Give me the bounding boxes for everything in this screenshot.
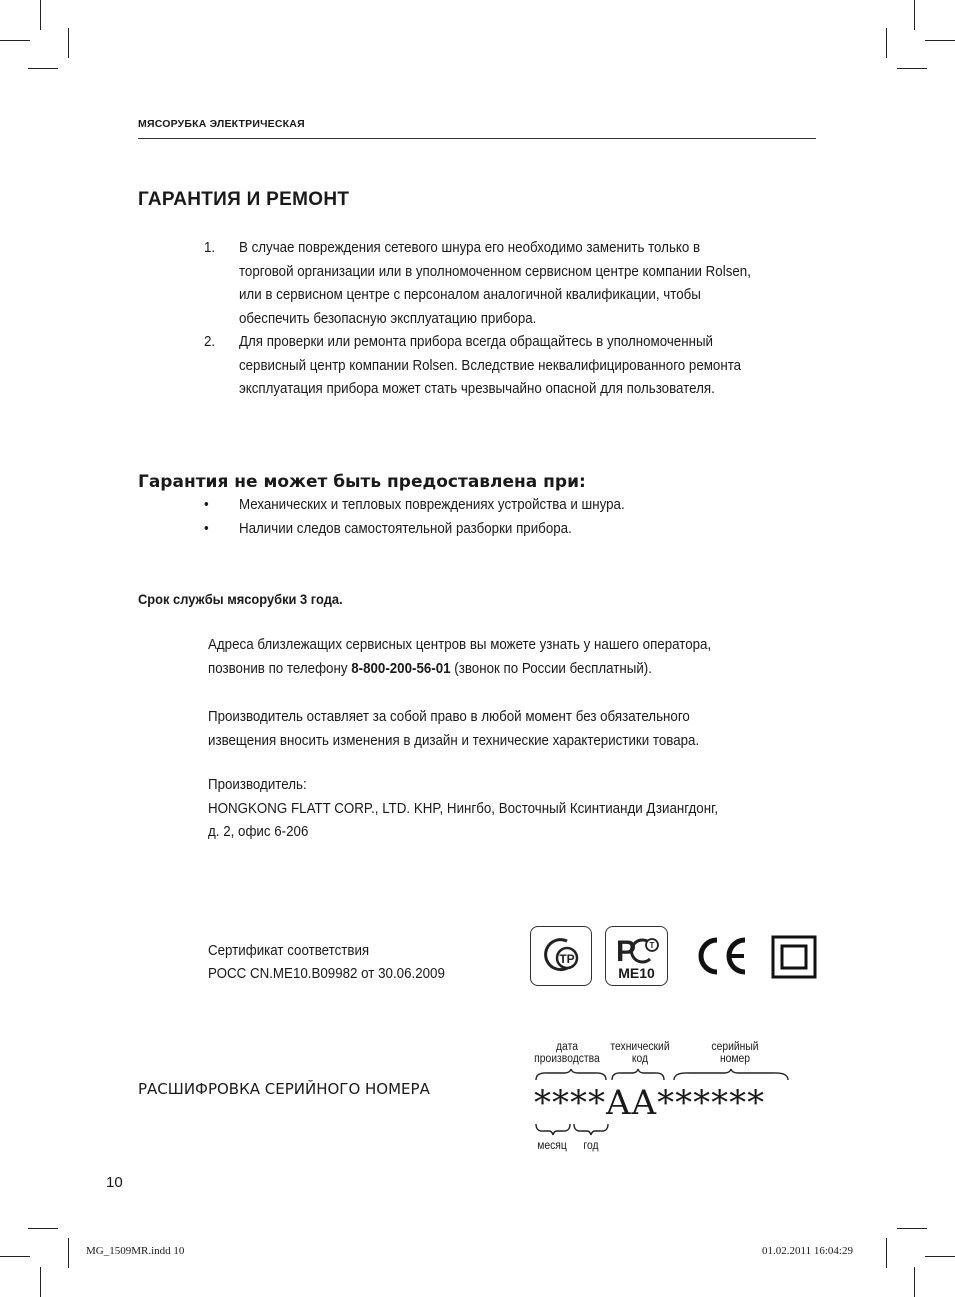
ce-mark-icon bbox=[690, 934, 750, 983]
pct-certification-icon bbox=[605, 926, 668, 986]
manufacturer-line-1: HONGKONG FLATT CORP., LTD. KHP, Нингбо, Восточный Ксинтианди Дзиангдонг, bbox=[208, 800, 719, 817]
bullet: • bbox=[204, 497, 209, 513]
bullet: • bbox=[204, 520, 209, 537]
list-item bbox=[204, 331, 756, 402]
exclusions-list bbox=[204, 494, 756, 541]
list-text: В случае повреждения сетевого шнура его необходимо заменить только в торговой организации или в уполномоченном сервисном центре компании Rolsen, или в сервисном центре с персоналом аналогичной квалификации, чтобы обеспечить безопасную эксплуатацию прибора. bbox=[238, 240, 751, 327]
disclaimer-line-1: Производитель оставляет за собой право в любой момент без обязательного bbox=[208, 709, 690, 725]
pct-code: ME10 bbox=[618, 965, 655, 981]
label-year: год bbox=[583, 1140, 599, 1152]
certificate-number: РОСС CN.МЕ10.В09982 от 30.06.2009 bbox=[208, 966, 445, 982]
list-number: 2. bbox=[204, 334, 216, 350]
double-insulation-icon bbox=[771, 935, 817, 984]
header-rule bbox=[138, 138, 816, 139]
list-text: Механических и тепловых повреждениях устройства и шнура. bbox=[238, 497, 625, 513]
svg-text:T: T bbox=[649, 941, 655, 950]
serial-pattern: ****AA****** bbox=[534, 1083, 766, 1123]
gost-tr-logo-icon bbox=[530, 926, 592, 986]
list-item bbox=[204, 518, 756, 542]
list-number: 1. bbox=[204, 240, 216, 256]
contacts-line-1: Адреса близлежащих сервисных центров вы можете узнать у нашего оператора, bbox=[208, 637, 712, 653]
certificate-block bbox=[208, 940, 445, 986]
warranty-heading: ГАРАНТИЯ И РЕМОНТ bbox=[138, 189, 350, 210]
manufacturer-line-2: д. 2, офис 6-206 bbox=[208, 824, 309, 840]
list-text: Наличии следов самостоятельной разборки прибора. bbox=[238, 520, 572, 537]
phone-number: 8-800-200-56-01 bbox=[351, 660, 451, 677]
service-life: Срок службы мясорубки 3 года. bbox=[138, 591, 343, 607]
manufacturer-block bbox=[208, 774, 778, 845]
contacts-paragraph bbox=[208, 634, 778, 681]
page-number: 10 bbox=[106, 1174, 123, 1191]
running-header: МЯСОРУБКА ЭЛЕКТРИЧЕСКАЯ bbox=[138, 118, 305, 130]
label-serial: серийный номер bbox=[711, 1041, 759, 1065]
bottom-braces-icon bbox=[534, 1122, 614, 1136]
label-month: месяц bbox=[537, 1140, 567, 1152]
contacts-line-2: позвонив по телефону 8-800-200-56-01 (звонок по России бесплатный). bbox=[208, 660, 652, 677]
manufacturer-label: Производитель: bbox=[208, 777, 307, 793]
top-braces-icon bbox=[534, 1068, 794, 1084]
label-tech-code: технический код bbox=[610, 1041, 670, 1065]
disclaimer-paragraph bbox=[208, 706, 778, 753]
serial-decode-heading: РАСШИФРОВКА СЕРИЙНОГО НОМЕРА bbox=[138, 1080, 430, 1098]
list-item bbox=[204, 494, 756, 518]
list-text: Для проверки или ремонта прибора всегда обращайтесь в уполномоченный сервисный центр компании Rolsen. Вследствие неквалифицированного ремонта эксплуатация прибора может стать чрезвычайно опасной для пользователя. bbox=[238, 334, 742, 397]
certificate-label: Сертификат соответствия bbox=[208, 943, 370, 959]
slug-date: 01.02.2011 16:04:29 bbox=[762, 1245, 853, 1257]
warranty-list bbox=[204, 237, 756, 402]
exclusions-heading: Гарантия не может быть предоставлена при: bbox=[138, 472, 586, 492]
list-item bbox=[204, 237, 756, 331]
disclaimer-line-2: извещения вносить изменения в дизайн и технические характеристики товара. bbox=[208, 732, 700, 749]
svg-text:ТР: ТР bbox=[559, 952, 575, 966]
svg-text:P: P bbox=[616, 935, 637, 967]
slug-file: MG_1509MR.indd 10 bbox=[86, 1245, 185, 1257]
label-date: дата производства bbox=[534, 1041, 600, 1065]
